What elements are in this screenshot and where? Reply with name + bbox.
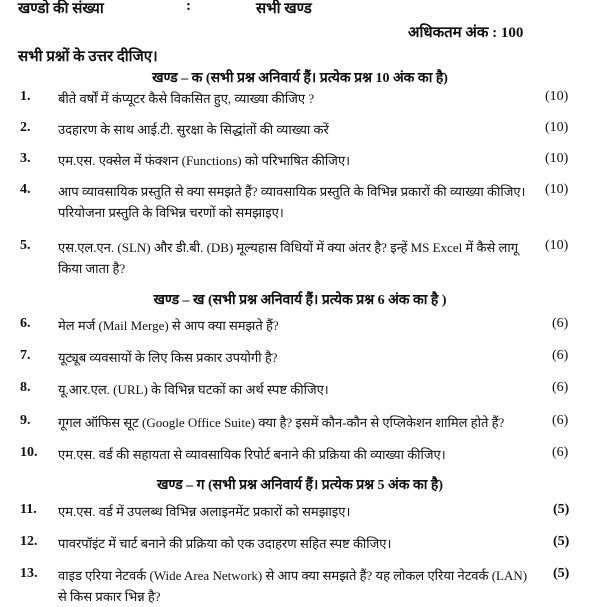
question-marks: (6) <box>552 445 569 460</box>
header-colon: : <box>186 0 191 14</box>
question-marks: (5) <box>553 502 570 517</box>
question-text: गूगल ऑफिस सूट (Google Office Suite) क्या है? इसमें कौन-कौन से एप्लिकेशन शामिल होते हैं? <box>58 415 505 430</box>
question-text: यूट्यूब व्यवसायों के लिए किस प्रकार उपयोगी है? <box>58 350 278 365</box>
question-number: 12. <box>20 534 38 549</box>
sections-count-label: खण्डो की संख्या <box>18 1 104 17</box>
question-marks: (6) <box>552 380 569 395</box>
question-text: एम.एस. वर्ड में उपलब्ध विभिन्न अलाइनमेंट प्रकारों को समझाइए। <box>58 504 351 519</box>
question-marks: (6) <box>552 316 569 331</box>
question-text: मेल मर्ज (Mail Merge) से आप क्या समझते हैं? <box>58 318 279 333</box>
sections-count-value: सभी खण्ड <box>256 1 312 17</box>
question-marks: (6) <box>552 413 569 428</box>
question-text: बीते वर्षों में कंप्यूटर कैसे विकसित हुए, व्याख्या कीजिए ? <box>58 91 315 106</box>
question-marks: (10) <box>545 238 569 253</box>
question-marks: (6) <box>552 348 569 363</box>
question-marks: (5) <box>553 534 570 549</box>
question-marks: (10) <box>545 182 569 197</box>
question-number: 2. <box>20 120 31 135</box>
question-text: उदहारण के साथ आई.टी. सुरक्षा के सिद्धांतों की व्याख्या करें <box>58 122 329 137</box>
max-marks: अधिकतम अंक : 100 <box>408 25 524 41</box>
question-marks: (10) <box>545 89 569 104</box>
question-text: एम.एस. एक्सेल में फंक्शन (Functions) को परिभाषित कीजिए। <box>58 153 351 168</box>
question-text: यू.आर.एल. (URL) के विभिन्न घटकों का अर्थ स्पष्ट कीजिए। <box>58 382 329 397</box>
question-number: 5. <box>20 238 31 253</box>
section-c-heading: खण्ड – ग (सभी प्रश्न अनिवार्य हैं। प्रत्येक प्रश्न 5 अंक का है) <box>157 478 443 493</box>
question-number: 1. <box>20 89 31 104</box>
question-number: 10. <box>20 445 38 460</box>
question-number: 11. <box>20 502 37 517</box>
question-marks: (10) <box>545 151 569 166</box>
question-text: एस.एल.एन. (SLN) और डी.बी. (DB) मूल्यहास विधियों में क्या अंतर है? इन्हें MS Excel में कैसे लागू किया जाता है? <box>58 240 519 276</box>
section-b-heading: खण्ड – ख (सभी प्रश्न अनिवार्य हैं। प्रत्येक प्रश्न 6 अंक का है ) <box>153 293 447 308</box>
question-number: 8. <box>20 380 31 395</box>
question-number: 4. <box>20 182 31 197</box>
question-text: एम.एस. वर्ड की सहायता से व्यावसायिक रिपोर्ट बनाने की प्रक्रिया की व्याख्या कीजिए। <box>58 447 446 462</box>
question-marks: (5) <box>553 566 570 581</box>
question-text: वाइड एरिया नेटवर्क (Wide Area Network) से आप क्या समझते हैं? यह लोकल एरिया नेटवर्क (LAN) से किस प्रकार भिन्न है? <box>58 568 528 604</box>
question-marks: (10) <box>545 120 569 135</box>
question-number: 13. <box>20 566 38 581</box>
section-a-heading: खण्ड – क (सभी प्रश्न अनिवार्य हैं। प्रत्येक प्रश्न 10 अंक का है) <box>152 71 448 86</box>
question-number: 6. <box>20 316 31 331</box>
question-text: आप व्यावसायिक प्रस्तुति से क्या समझते हैं? व्यावसायिक प्रस्तुति के विभिन्न प्रकारों की व्याख्या कीजिए। परियोजना प्रस्तुति के विभिन्न चरणों को समझाइए। <box>58 184 526 220</box>
question-number: 3. <box>20 151 31 166</box>
instruction: सभी प्रश्नों के उत्तर दीजिए। <box>18 49 158 65</box>
question-number: 9. <box>20 413 31 428</box>
question-number: 7. <box>20 348 31 363</box>
question-text: पावरपॉइंट में चार्ट बनाने की प्रक्रिया को एक उदाहरण सहित स्पष्ट कीजिए। <box>58 536 392 551</box>
